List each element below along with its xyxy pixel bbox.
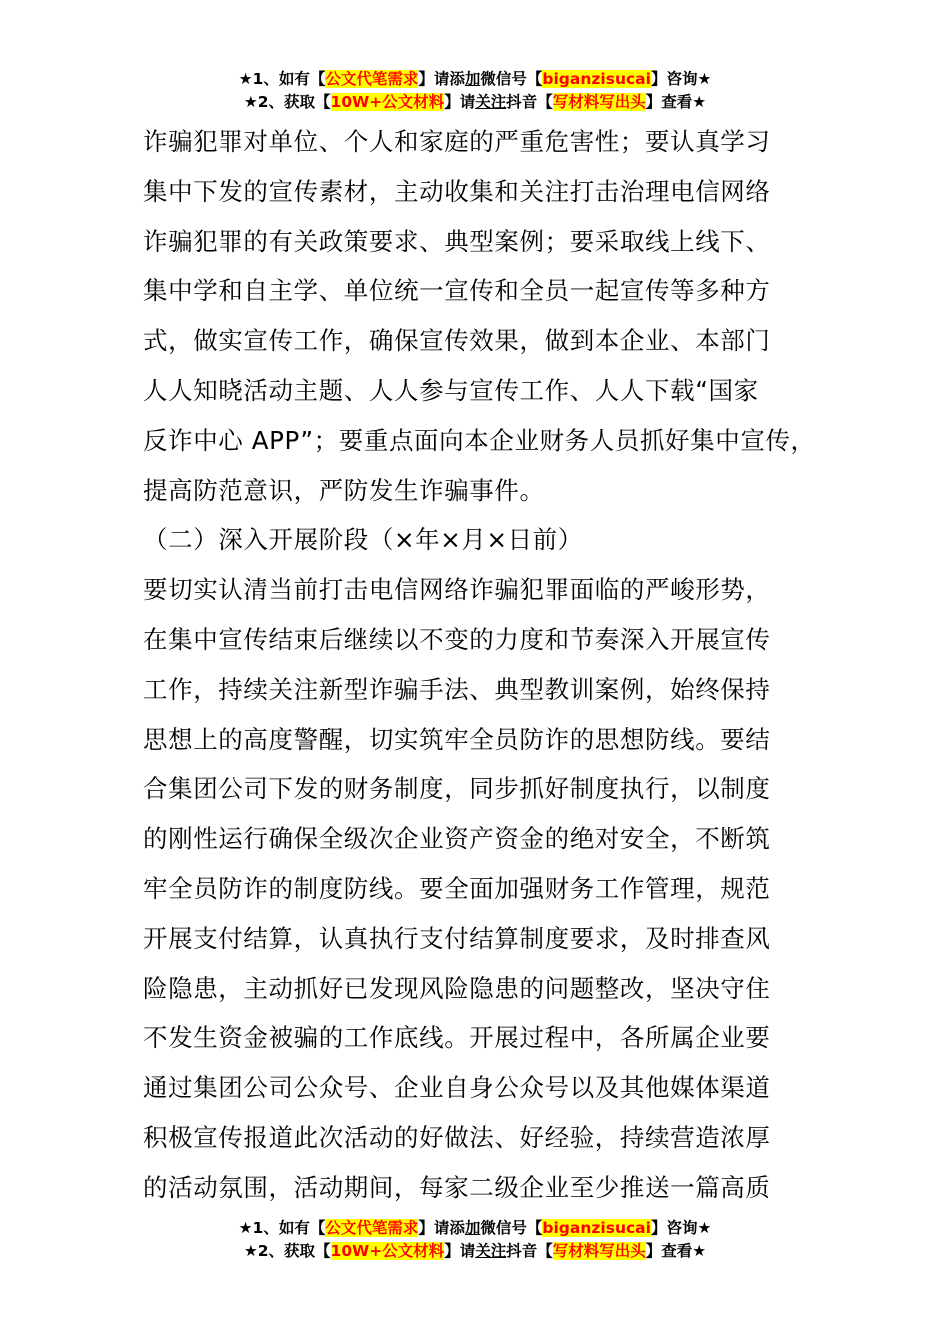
body-line: 集中学和自主学、单位统一宣传和全员一起宣传等多种方 xyxy=(143,276,771,306)
banner-underline: 加 xyxy=(464,70,481,88)
banner-highlight: 10W+公文材料 xyxy=(330,1242,445,1260)
body-line: 险隐患，主动抓好已发现风险隐患的问题整改，坚决守住 xyxy=(143,973,771,1003)
banner-text: 】请 xyxy=(444,93,476,111)
body-line: 工作，持续关注新型诈骗手法、典型教训案例，始终保持 xyxy=(143,674,771,704)
section-heading: （二）深入开展阶段（×年×月×日前） xyxy=(143,525,583,555)
body-line: 诈骗犯罪的有关政策要求、典型案例；要采取线上线下、 xyxy=(143,226,771,256)
banner-underline: 关注 xyxy=(475,1242,507,1260)
document-body xyxy=(143,117,843,1213)
body-line: 反诈中心 APP”；要重点面向本企业财务人员抓好集中宣传， xyxy=(143,425,816,455)
body-line: 人人知晓活动主题、人人参与宣传工作、人人下载“国家 xyxy=(143,375,759,405)
body-line: 合集团公司下发的财务制度，同步抓好制度执行，以制度 xyxy=(143,774,771,804)
body-line: 提高防范意识，严防发生诈骗事件。 xyxy=(143,475,545,505)
banner-text: 】请添 xyxy=(418,1219,465,1237)
body-line: 通过集团公司公众号、企业自身公众号以及其他媒体渠道 xyxy=(143,1073,771,1103)
banner-line-1 xyxy=(0,1217,950,1240)
footer-banner xyxy=(0,1217,950,1263)
body-line: 诈骗犯罪对单位、个人和家庭的严重危害性；要认真学习 xyxy=(143,127,771,156)
banner-text: 】请 xyxy=(444,1242,476,1260)
banner-highlight: 公文代笔需求 xyxy=(325,1219,419,1237)
banner-line-2 xyxy=(0,91,950,114)
body-line: 积极宣传报道此次活动的好做法、好经验，持续营造浓厚 xyxy=(143,1122,771,1152)
header-banner xyxy=(0,68,950,114)
banner-highlight: biganzisucai xyxy=(542,70,651,88)
banner-text: 微信号【 xyxy=(480,70,543,88)
banner-highlight: 公文代笔需求 xyxy=(325,70,419,88)
banner-highlight: biganzisucai xyxy=(542,1219,651,1237)
banner-text: 抖音【 xyxy=(506,93,553,111)
body-line: 的活动氛围，活动期间，每家二级企业至少推送一篇高质 xyxy=(143,1172,771,1202)
banner-text: 】查看★ xyxy=(645,93,707,111)
banner-text: 微信号【 xyxy=(480,1219,543,1237)
body-line: 开展支付结算，认真执行支付结算制度要求，及时排查风 xyxy=(143,923,771,953)
banner-text: ★2、获取【 xyxy=(243,93,331,111)
banner-text: ★1、如有【 xyxy=(238,70,326,88)
body-line: 的刚性运行确保全级次企业资产资金的绝对安全，不断筑 xyxy=(143,824,771,854)
banner-text: ★2、获取【 xyxy=(243,1242,331,1260)
banner-highlight: 10W+公文材料 xyxy=(330,93,445,111)
banner-text: ★1、如有【 xyxy=(238,1219,326,1237)
body-line: 式，做实宣传工作，确保宣传效果，做到本企业、本部门 xyxy=(143,326,771,356)
banner-underline: 加 xyxy=(464,1219,481,1237)
body-line: 思想上的高度警醒，切实筑牢全员防诈的思想防线。要结 xyxy=(143,724,771,754)
banner-line-1 xyxy=(0,68,950,91)
body-line: 在集中宣传结束后继续以不变的力度和节奏深入开展宣传 xyxy=(143,624,771,654)
banner-text: 】查看★ xyxy=(645,1242,707,1260)
body-line: 牢全员防诈的制度防线。要全面加强财务工作管理，规范 xyxy=(143,873,771,903)
banner-highlight: 写材料写出头 xyxy=(552,1242,646,1260)
banner-underline: 关注 xyxy=(475,93,507,111)
banner-highlight: 写材料写出头 xyxy=(552,93,646,111)
banner-text: 抖音【 xyxy=(506,1242,553,1260)
body-line: 不发生资金被骗的工作底线。开展过程中，各所属企业要 xyxy=(143,1023,771,1053)
body-line: 集中下发的宣传素材，主动收集和关注打击治理电信网络 xyxy=(143,176,771,206)
banner-text: 】咨询★ xyxy=(650,70,712,88)
banner-text: 】请添 xyxy=(418,70,465,88)
banner-text: 】咨询★ xyxy=(650,1219,712,1237)
body-line: 要切实认清当前打击电信网络诈骗犯罪面临的严峻形势， xyxy=(143,575,771,605)
banner-line-2 xyxy=(0,1240,950,1263)
